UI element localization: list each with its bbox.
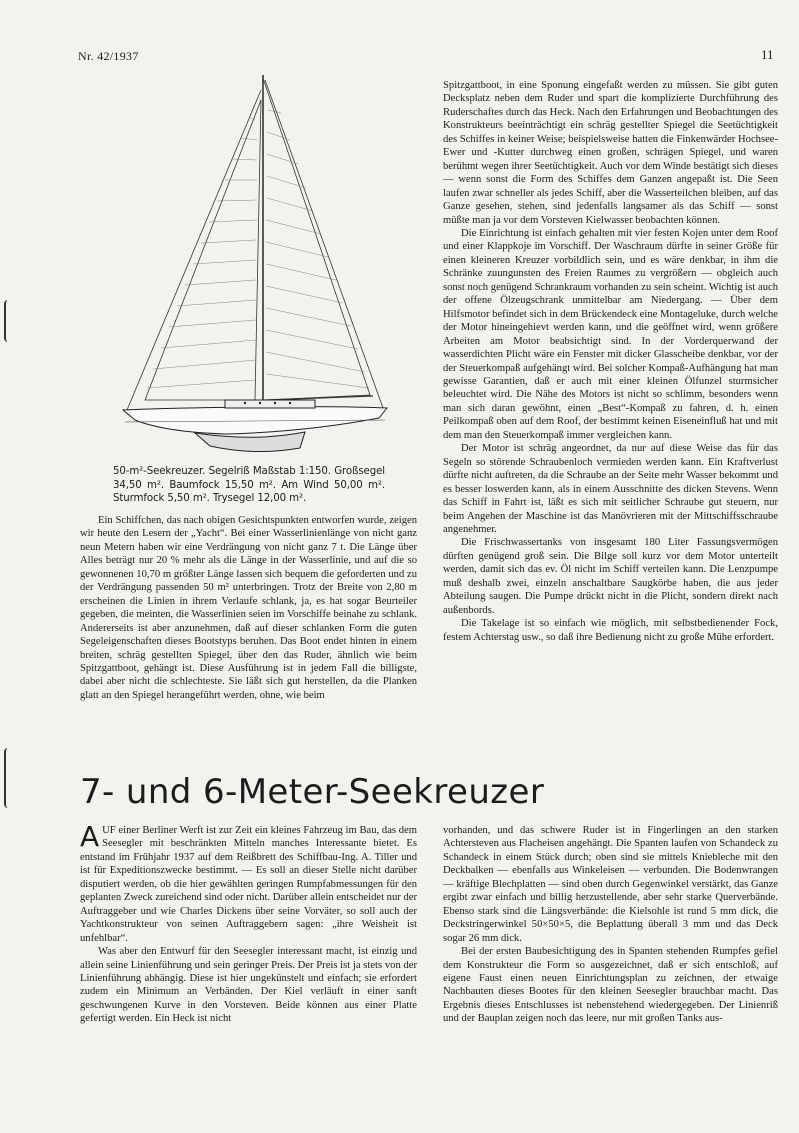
figure-caption: 50-m²-Seekreuzer. Segelriß Maßstab 1:150. Großsegel 34,50 m². Baumfock 15,50 m². Am Wind 50,00 m². Sturmfock 5,50 m². Trysegel 12,00 m². [113,466,385,505]
paragraph: Die Takelage ist so einfach wie möglich, mit selbstbedienender Fock, festem Achterstag usw., so daß ihre Bedienung nicht zu große Mühe erfordert. [443,618,778,643]
article-headline: 7- und 6-Meter-Seekreuzer [80,772,545,812]
paragraph: Was aber den Entwurf für den Seesegler interessant macht, ist einzig und allein seine Linienführung und sein geringer Preis. Der Preis ist ja stets von der Linienführung abhängig. Diese ist hier ungekünstelt und einfach; sie erfordert zudem ein Minimum an Verbänden. Der Kiel verläuft in einer sanft geschwungenen Kurve in den Vorsteven. Beide können aus einer Platte gefertigt werden. Ein Heck ist nicht [80,946,417,1025]
paragraph: Bei der ersten Baubesichtigung des in Spanten stehenden Rumpfes gefiel dem Konstrukteur die Form so ausgezeichnet, daß er sich entschloß, auf eigene Faust einen neuen Einrichtungsplan zu zeichnen, der etwaige Nachbauten dieses Bootes für den kleinen Seesegler brauchbar macht. Das Ergebnis dieses Entschlusses ist nebenstehend wiedergegeben. Der Linienriß und der Bauplan zeigen noch das leere, nur mit großen Tanks aus- [443,946,778,1025]
paragraph: Ein Schiffchen, das nach obigen Gesichtspunkten entworfen wurde, zeigen wir heute den Lesern der „Yacht“. Bei einer Wasserlinienlänge von nicht ganz neun Metern haben wir eine Verdrängung von nicht ganz 7 t. Die Länge über Alles beträgt nur 20 % mehr als die Länge in der Wasserlinie, und auf die so gewonnenen 10,70 m größter Länge lassen sich bequem die geforderten und zu der Verdrängung passenden 50 m² unterbringen. Trotz der Breite von 2,80 m erscheinen die Linien in ihrem Verlaufe schlank, ja, es hat sogar Beurteiler gegeben, die meinten, die Wasserlinien seien im Vorschiffe beinahe zu schlank. Andererseits ist aber anzunehmen, daß auf dieser schlanken Form die guten Segeleigenschaften dieses Bootstyps beruhen. Das Boot endet hinten in einem breiten, schräg gestellten Spiegel, über den das Ruder, ähnlich wie beim Spitzgattboot, gehängt ist. Diese Ausführung ist in jedem Fall die billigste, dabei aber nicht die schlechteste. Sie läßt sich gut herstellen, da die Planken glatt an den Spiegel herangeführt werden, ohne, wie beim [80,515,417,701]
drop-cap: A [80,820,100,853]
binder-hole-mark [4,300,12,342]
article2-column-left [80,820,417,1026]
issue-number: Nr. 42/1937 [78,49,139,63]
article1-column-left [80,514,417,702]
paragraph: Spitzgattboot, in eine Sponung eingefaßt werden zu müssen. Sie gibt guten Decksplatz neben dem Ruder und spart die komplizierte Durchführung des Ruderschaftes durch das Heck. Nach den Erfahrungen und Beobachtungen des Konstrukteurs beeinträchtigt ein schräg gestellter Spiegel die Seetüchtigkeit des Schiffes in keiner Weise; beispielsweise hatten die Finkenwärder Hochsee-Ewer und -Kutter durchweg einen großen, schrägen Spiegel, und waren berühmt wegen ihrer Seetüchtigkeit. Auch vor dem Winde bestätigt sich dieses — wenn sonst die Form des Schiffes dem Ganzen angepaßt ist. Die Seen laufen zwar schneller als jedes Schiff, aber die Wasserteilchen bleiben, auf das Ganze gesehen, stehen, sind jedenfalls langsamer als das Schiff — sonst müßte man ja vor dem Vorsteven Kielwasser beobachten können. [443,80,778,226]
paragraph [80,820,417,945]
lead-text: UF einer Berliner Werft ist zur Zeit ein kleines Fahrzeug im Bau, das dem Seesegler mit beschränkten Mitteln manches Interessante bietet. Es entstand im Frühjahr 1937 auf dem Reißbrett des Schiffbau-Ing. A. Tiller und ist für Expeditionszwecke bestimmt. — Es soll an dieser Stelle nicht darüber disputiert werden, ob die hier gewählten geringen Rumpfabmessungen für den geplanten Zweck zureichend sind oder nicht. Darüber allein entscheidet nur der Auftraggeber und wie Charles Dickens über seine Vorväter, so soll auch der Yachtkonstrukteur von seinen Auftraggebern sagen: „ihre Weisheit ist unfehlbar“. [80,825,417,944]
article2-column-right [443,824,778,1026]
paragraph: Der Motor ist schräg angeordnet, da nur auf diese Weise das für das Segeln so störende Schraubenloch vermieden werden kann. Ein Kraftverlust dürfte nicht auftreten, da die Schraube an der Seite mehr Wasser bekommt und es besser loswerden kann, als in einem Ausschnitte des dicken Stevens. Wenn das Schiff in Fahrt ist, läßt es sich mit seitlicher Schraube gut steuern, nur beim Angehen der Maschine ist das Manövrieren mit der Mittschiffsschraube angenehmer. [443,443,778,535]
paragraph: Die Frischwassertanks von insgesamt 180 Liter Fassungsvermögen dürften genügend groß sein. Die Bilge soll kurz vor dem Motor unterteilt werden, damit sich das ev. Öl nicht im Schiff verteilen kann. Die Lenzpumpe muß deshalb zwei, einzeln anschaltbare Saugkörbe haben, die aus jeder Abteilung saugen. Die Pumpe drückt nicht in die Plicht, sondern direkt nach außenbords. [443,537,778,616]
paragraph: Die Einrichtung ist einfach gehalten mit vier festen Kojen unter dem Roof und einer Klappkoje im Vorschiff. Der Waschraum dürfte in seiner Größe für einen kleineren Kreuzer vorbildlich sein, und es wäre denkbar, in ihm die Schränke zuungunsten des Freien Raumes zu vergrößern — obgleich auch sonst noch genügend Schrankraum vorhanden zu sein scheint. Wichtig ist auch der offene Ölzeugschrank unmittelbar am Niedergang. — Über dem Hilfsmotor befindet sich in dem Brückendeck eine Montageluke, durch welche der Motor hineingehievt werden kann, und die geöffnet wird, wenn größere Arbeiten am Motor beabsichtigt sind. In der Vorderquerwand der wasserdichten Plicht wäre ein Fenster mit dicker Glasscheibe denkbar, vor der der Steuerkompaß aufgehängt wird. Bei solcher Kompaß-Aufhängung hat man gewisse Garantien, daß er auch mit einer kleinen Ölfunzel sturmsicher beleuchtet wird. Die Nähe des Motors ist nicht so schlimm, besonders wenn man sich daran gewöhnt, einen „Best“-Kompaß zu fahren, d. h. einen Peilkompaß oben auf dem Roof, der bestimmt keinen Eiseneinfluß hat und mit dem man den Steuerkompaß immer vergleichen kann. [443,227,778,441]
binder-hole-mark [4,748,12,808]
article1-column-right [443,79,778,644]
page-number: 11 [761,47,774,62]
sail-plan-drawing [105,70,395,460]
paragraph: vorhanden, und das schwere Ruder ist in Fingerlingen an den starken Achtersteven aus Flacheisen angehängt. Die Spanten laufen von Schandeck zu Schandeck in einem Stück durch; oben sind sie mittels Kniebleche mit den Deckbalken — ebenfalls aus Winkeleisen — verbunden. Die Bodenwrangen — kräftige Blechplatten — sind oben durch Gegenwinkel verstärkt, das Ganze ergibt zwar einfach und billig herzustellende, aber sehr starke Querverbände. Ebenso stark sind die Längsverbände: die Kielsohle ist rund 5 mm dick, die Deckstringerwinkel 50×50×5, die Beplattung überall 3 mm und das Deck sogar 26 mm dick. [443,825,778,944]
